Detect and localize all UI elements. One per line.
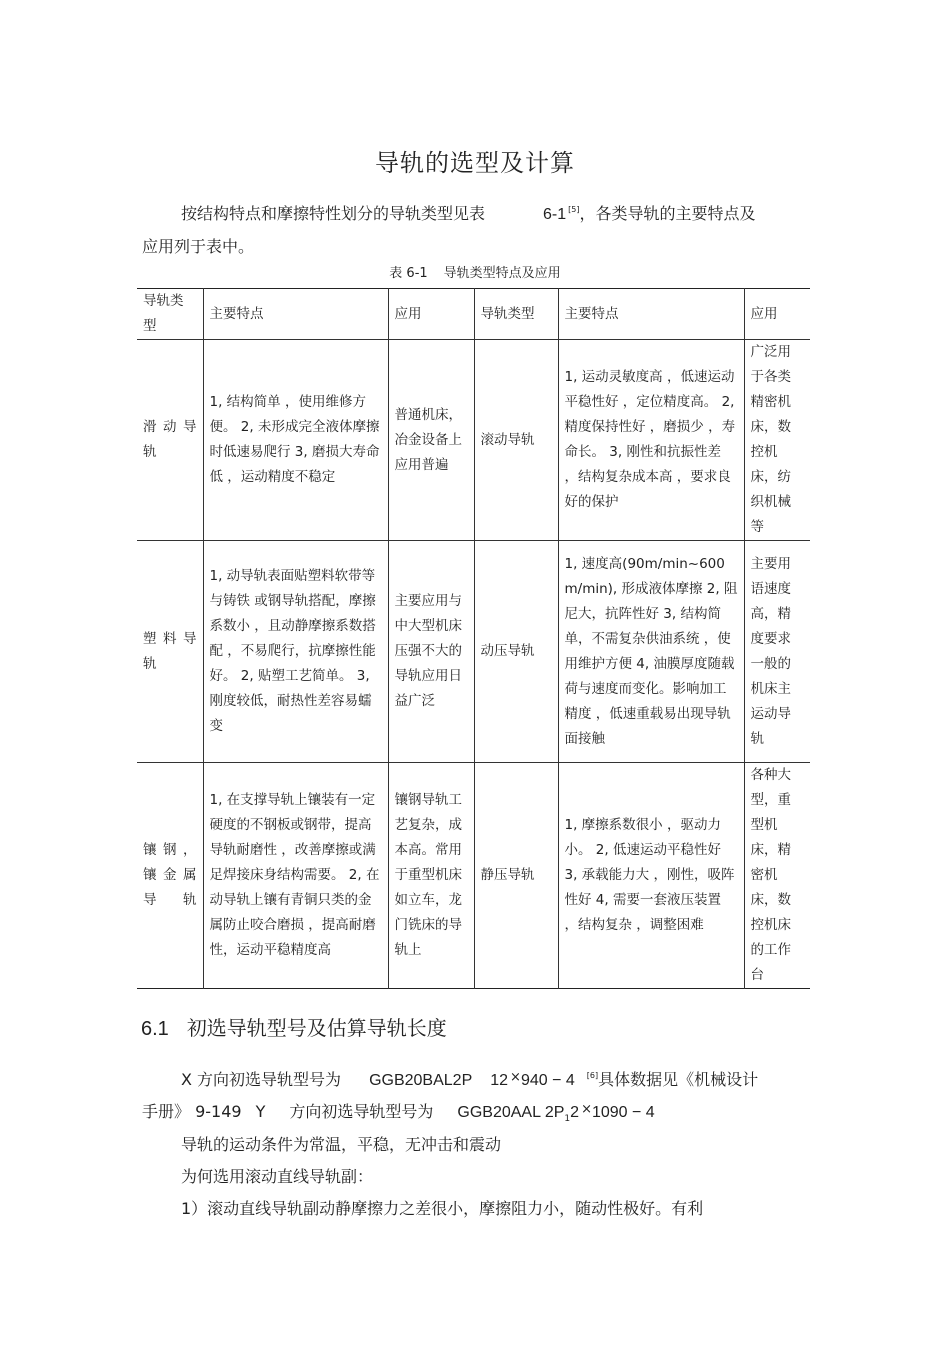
table-cell: 1, 速度高(90m/min~600m/min), 形成液体摩擦 2, 阻尼大，抗阵性好 3, 结构简单，不需复杂供油系统 ，使用维护方便 4, 油膜厚度随载荷与速度而变化。影响加工精度 ，低速重载易出现导轨面接触 xyxy=(558,541,744,763)
table-cell: 塑料导轨 xyxy=(137,541,203,763)
table-cell: 静压导轨 xyxy=(474,763,558,989)
table-cell: 滑动导轨 xyxy=(137,340,203,541)
body-line-5: 1）滚动直线导轨副动静摩擦力之差很小，摩擦阻力小，随动性极好。有利 xyxy=(181,1199,704,1218)
table-cell: 主要应用与中大型机床压强不大的导轨应用日益广泛 xyxy=(388,541,474,763)
x-spec-count: 12 xyxy=(490,1072,509,1089)
section-number: 6.1 xyxy=(141,1018,169,1040)
table-cell: 广泛用于各类精密机床，数控机床，纺织机械等 xyxy=(744,340,810,541)
citation-5: [5] xyxy=(568,205,580,214)
x-spec-length: 940 − 4 xyxy=(520,1072,575,1089)
body-line-3: 导轨的运动条件为常温，平稳，无冲击和震动 xyxy=(181,1135,502,1154)
y-model: GGB20AAL 2P xyxy=(457,1104,565,1121)
table-cell: 镶钢导轨工艺复杂，成本高。常用于重型机床如立车，龙门铣床的导轨上 xyxy=(388,763,474,989)
table-cell: 各种大型，重型机床，精密机床，数控机床的工作台 xyxy=(744,763,810,989)
table-cell: 动压导轨 xyxy=(474,541,558,763)
header-features-2: 主要特点 xyxy=(558,289,744,340)
table-cell: 1, 动导轨表面贴塑料软带等与铸铁 或钢导轨搭配，摩擦系数小 ，且动静摩擦系数搭配 ，不易爬行，抗摩擦性能好。 2, 贴塑工艺简单。 3, 刚度较低，耐热性差容易蠕变 xyxy=(203,541,388,763)
table-cell: 1, 结构简单 ，使用维修方便。 2, 未形成完全液体摩擦时低速易爬行 3, 磨损大寿命低 ，运动精度不稳定 xyxy=(203,340,388,541)
y-model-sub: 1 xyxy=(564,1114,571,1125)
intro-line-1 xyxy=(181,203,756,226)
y-spec-count: 2 xyxy=(570,1104,580,1121)
multiply-sign-2: × xyxy=(581,1102,592,1117)
table-row xyxy=(137,763,810,989)
header-type-1: 导轨类型 xyxy=(137,289,203,340)
header-application-1: 应用 xyxy=(388,289,474,340)
section-heading xyxy=(141,1012,447,1041)
table-row xyxy=(137,541,810,763)
x-selection-text: X 方向初选导轨型号为 xyxy=(181,1070,342,1089)
table-caption xyxy=(0,262,950,281)
manual-ref: 手册》 9-149 xyxy=(142,1102,242,1121)
intro-text-b: ，各类导轨的主要特点及 xyxy=(579,204,756,223)
page-title: 导轨的选型及计算 xyxy=(375,149,575,177)
y-axis-label: Y xyxy=(255,1102,266,1121)
intro-line-2: 应用列于表中。 xyxy=(142,237,255,256)
intro-text-a: 按结构特点和摩擦特性划分的导轨类型见表 xyxy=(181,204,486,223)
guide-rail-table xyxy=(137,288,810,989)
header-features-1: 主要特点 xyxy=(203,289,388,340)
table-ref: 6-1 xyxy=(543,206,567,223)
table-cell: 普通机床，冶金设备上应用普遍 xyxy=(388,340,474,541)
x-model: GGB20BAL2P xyxy=(369,1072,473,1089)
body-line-4: 为何选用滚动直线导轨副： xyxy=(181,1167,374,1186)
table-caption-label: 表 6-1 xyxy=(389,266,428,281)
header-type-2: 导轨类型 xyxy=(474,289,558,340)
citation-6: [6] xyxy=(586,1071,599,1080)
body-line-2 xyxy=(142,1101,655,1130)
table-cell: 镶钢，镶金属导轨 xyxy=(137,763,203,989)
table-caption-text: 导轨类型特点及应用 xyxy=(443,266,561,281)
table-cell: 1, 运动灵敏度高 ，低速运动平稳性好 ，定位精度高。 2, 精度保持性好 ，磨损少 ，寿命长。 3, 刚性和抗振性差 ，结构复杂成本高 ，要求良好的保护 xyxy=(558,340,744,541)
multiply-sign: × xyxy=(510,1070,521,1085)
y-spec-length: 1090 − 4 xyxy=(591,1104,655,1121)
table-cell: 滚动导轨 xyxy=(474,340,558,541)
table-cell: 1, 在支撑导轨上镶装有一定硬度的不钢板或钢带，提高导轨耐磨性 ，改善摩擦或满足焊接床身结构需要。 2, 在动导轨上镶有青铜只类的金属防止咬合磨损 ，提高耐磨性，运动平稳精度高 xyxy=(203,763,388,989)
table-header-row xyxy=(137,289,810,340)
y-selection-text: 方向初选导轨型号为 xyxy=(289,1102,434,1121)
x-selection-tail: 具体数据见《机械设计 xyxy=(598,1070,759,1089)
body-line-1 xyxy=(181,1069,758,1092)
table-row xyxy=(137,340,810,541)
header-application-2: 应用 xyxy=(744,289,810,340)
table-cell: 1, 摩擦系数很小 ，驱动力小。 2, 低速运动平稳性好 3, 承载能力大 ，刚性，吸阵性好 4, 需要一套液压装置 ，结构复杂 ，调整困难 xyxy=(558,763,744,989)
section-title: 初选导轨型号及估算导轨长度 xyxy=(186,1016,447,1040)
table-cell: 主要用语速度高，精度要求一般的机床主运动导轨 xyxy=(744,541,810,763)
